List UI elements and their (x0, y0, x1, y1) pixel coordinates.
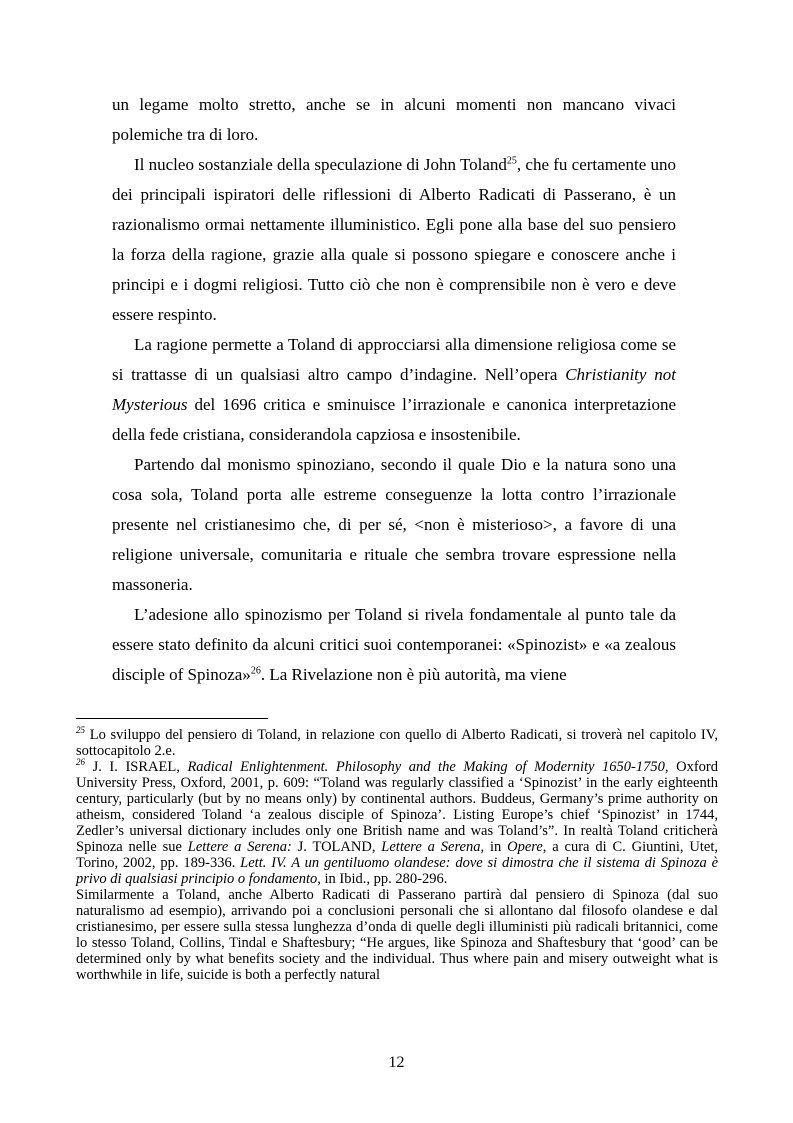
paragraph-4 (112, 450, 676, 600)
footnote-26-number: 26 (76, 757, 85, 768)
footnotes (76, 718, 718, 983)
footnote-26-continuation (76, 887, 718, 983)
paragraph-3-text-a: La ragione permette a Toland di approcciarsi alla dimensione religiosa come se si trattasse di un qualsiasi altro campo d’indagine. Nell’opera (112, 335, 676, 384)
footnote-26-text-e: , a cura di C. Giuntini, Utet, Torino, 2002, pp. 189-336. (76, 839, 718, 871)
paragraph-3 (112, 330, 676, 450)
footnote-ref-26[interactable]: 26 (250, 665, 261, 677)
paragraph-5 (112, 600, 676, 690)
body-text (112, 90, 676, 690)
paragraph-1 (112, 90, 676, 150)
paragraph-5-text-b: . La Rivelazione non è più autorità, ma viene (260, 665, 567, 684)
footnote-26-text-d: , in (480, 839, 508, 855)
footnote-26-title-2: Lettere a Serena: (187, 839, 292, 855)
paragraph-2 (112, 150, 676, 330)
footnote-25-number: 25 (76, 725, 85, 736)
paragraph-2-text-a: Il nucleo sostanziale della speculazione di John Toland (134, 155, 507, 174)
footnote-divider (76, 718, 268, 719)
footnote-26-title: Radical Enlightenment. Philosophy and the Making of Modernity 1650-1750 (187, 759, 665, 775)
footnote-26-text-b: , Oxford University Press, Oxford, 2001, p. 609: “Toland was regularly classified a ‘Spinozist’ in the early eighteenth century, particularly (but by no means only) by continental authors. Buddeus, Germany’s prime authority on atheism, considered Toland ‘a zealous disciple of Spinoza’. Listing Europe’s chief ‘Spinozist’ in 1744, Zedler’s universal dictionary includes only one British name and was Toland’s”. In realtà Toland criticherà Spinoza nelle sue (76, 759, 718, 855)
footnote-25-text: Lo sviluppo del pensiero di Toland, in relazione con quello di Alberto Radicati, si troverà nel capitolo IV, sottocapitolo 2.e. (76, 727, 718, 759)
footnote-26-text-f: , in Ibid., pp. 280-296. (317, 871, 448, 887)
paragraph-3-text-b: del 1696 critica e sminuisce l’irrazionale e canonica interpretazione della fede cristiana, considerandola capziosa e insostenibile. (112, 395, 676, 444)
paragraph-1-text: un legame molto stretto, anche se in alcuni momenti non mancano vivaci polemiche tra di loro. (112, 95, 676, 144)
footnote-26-continuation-text: Similarmente a Toland, anche Alberto Radicati di Passerano partirà dal pensiero di Spinoza (dal suo naturalismo ad esempio), arrivando poi a conclusioni personali che si allontano dal filosofo olandese e dal cristianesimo, per essere sulla stessa lunghezza d’onda di quelle degli illuministi più radicali britannici, come lo stesso Toland, Collins, Tindal e Shaftesbury; “He argues, like Spinoza and Shaftesbury that ‘good’ can be determined only by what benefits society and the individual. Thus where pain and misery outweight what is worthwhile in life, suicide is both a perfectly natural (76, 887, 718, 983)
paragraph-2-text-b: , che fu certamente uno dei principali ispiratori delle riflessioni di Alberto Radicati di Passerano, è un razionalismo ormai nettamente illuministico. Egli pone alla base del suo pensiero la forza della ragione, grazie alla quale si possono spiegare e conoscere anche i principi e i dogmi religiosi. Tutto ciò che non è comprensibile non è vero e deve essere respinto. (112, 155, 676, 324)
main-text (112, 90, 676, 690)
footnote-25 (76, 727, 718, 759)
footnote-26-title-5: Lett. IV. A un gentiluomo olandese: dove si dimostra che il sistema di Spinoza è privo di qualsiasi principio o fondamento (76, 855, 719, 887)
paragraph-5-text-a: L’adesione allo spinozismo per Toland si rivela fondamentale al punto tale da essere stato definito da alcuni critici suoi contemporanei: «Spinozist» e «a zealous disciple of Spinoza» (112, 605, 676, 684)
paragraph-4-text: Partendo dal monismo spinoziano, secondo il quale Dio e la natura sono una cosa sola, Toland porta alle estreme conseguenze la lotta contro l’irrazionale presente nel cristianesimo che, di per sé, <non è misterioso>, a favore di una religione universale, comunitaria e rituale che sembra trovare espressione nella massoneria. (112, 455, 676, 594)
footnote-26 (76, 759, 718, 887)
footnote-26-text-c: J. TOLAND, (291, 839, 382, 855)
book-title: Christianity not Mysterious (112, 365, 676, 414)
page-number: 12 (388, 1054, 405, 1071)
footnote-26-text-a: J. I. ISRAEL, (85, 759, 188, 775)
footnote-26-title-3: Lettere a Serena (381, 839, 481, 855)
footnote-26-title-4: Opere (507, 839, 543, 855)
footnote-ref-25[interactable]: 25 (506, 155, 517, 167)
